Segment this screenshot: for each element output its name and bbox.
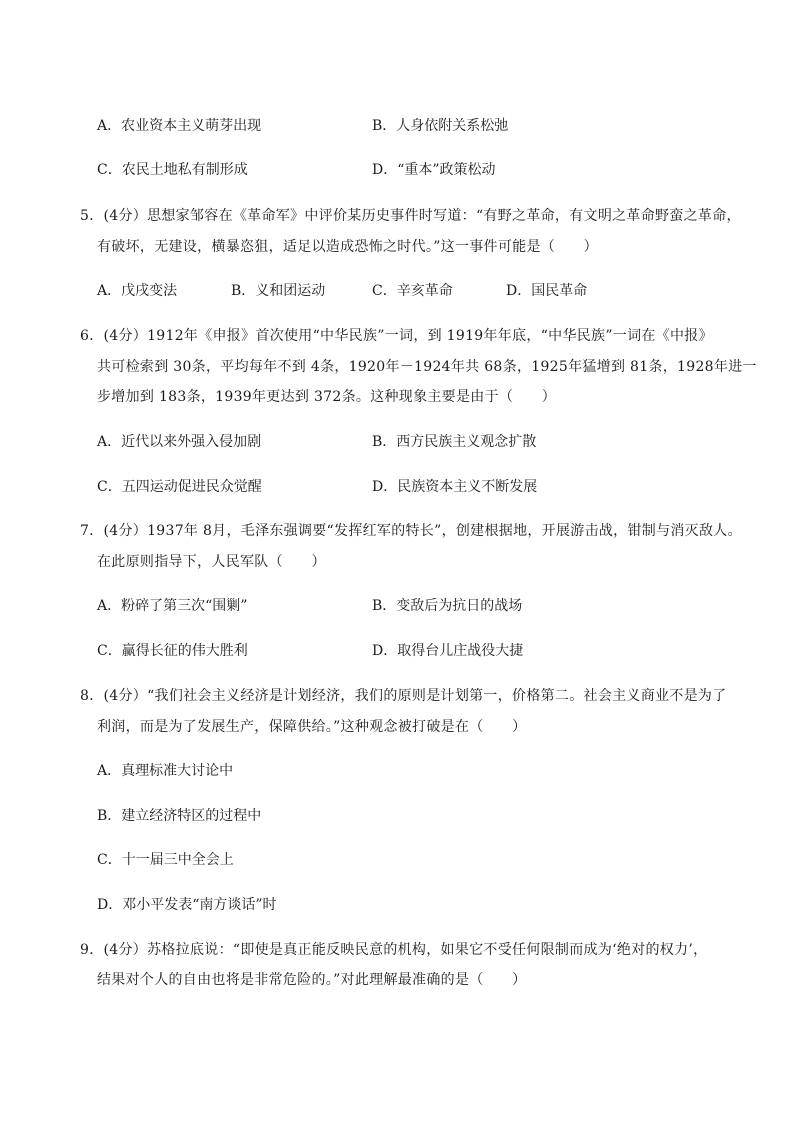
q7-option-d[interactable]: D．取得台儿庄战役大捷 — [372, 643, 524, 659]
q4-option-d[interactable]: D．“重本”政策松动 — [372, 162, 496, 178]
q9-stem-line-1: 9．(4分）苏格拉底说：“即使是真正能反映民意的机构，如果它不受任何限制而成为‘绝对的权力’， — [80, 942, 708, 958]
q6-option-d[interactable]: D．民族资本主义不断发展 — [372, 479, 538, 495]
q9-stem-line-2: 结果对个人的自由也将是非常危险的。”对此理解最准确的是（ ） — [97, 972, 527, 988]
q8-stem-line-2: 利润，而是为了发展生产，保障供给。”这种观念被打破是在（ ） — [97, 719, 527, 735]
q8-option-c[interactable]: C．十一届三中全会上 — [97, 852, 234, 868]
q5-stem-line-1: 5．(4分）思想家邹容在《革命军》中评价某历史事件时写道：“有野之革命，有文明之革命野蛮之革命， — [80, 208, 741, 224]
q7-stem-line-2: 在此原则指导下，人民军队（ ） — [97, 554, 326, 570]
q5-option-c[interactable]: C．辛亥革命 — [372, 283, 453, 299]
q6-option-a[interactable]: A．近代以来外强入侵加剧 — [97, 434, 262, 450]
q6-stem-line-1: 6．(4分）1912年《申报》首次使用“中华民族”一词，到 1919年年底，“中华民族”一词在《中报》 — [80, 328, 713, 344]
q4-option-c[interactable]: C．农民土地私有制形成 — [97, 162, 248, 178]
q4-option-a[interactable]: A．农业资本主义萌芽出现 — [97, 118, 262, 134]
q5-option-d[interactable]: D．国民革命 — [506, 283, 588, 299]
q6-option-b[interactable]: B．西方民族主义观念扩散 — [372, 434, 537, 450]
q5-stem-line-2: 有破坏，无建设，横暴恣狙，适足以造成恐怖之时代。”这一事件可能是（ ） — [97, 239, 598, 255]
q6-stem-line-2: 共可检索到 30条，平均每年不到 4条，1920年－1924年共 68条，1925年猛增到 81条，1928年进一 — [97, 359, 757, 375]
q4-option-b[interactable]: B．人身依附关系松弛 — [372, 118, 509, 134]
q7-option-a[interactable]: A．粉碎了第三次“围剿” — [97, 598, 248, 614]
q8-option-d[interactable]: D．邓小平发表“南方谈话”时 — [97, 897, 277, 913]
q8-stem-line-1: 8．(4分）“我们社会主义经济是计划经济，我们的原则是计划第一，价格第二。社会主义商业不是为了 — [80, 688, 727, 704]
q6-stem-line-3: 步增加到 183条，1939年更达到 372条。这种现象主要是由于（ ） — [97, 389, 557, 405]
q8-option-a[interactable]: A．真理标准大讨论中 — [97, 763, 234, 779]
q7-option-b[interactable]: B．变敌后为抗日的战场 — [372, 598, 523, 614]
q7-stem-line-1: 7．(4分）1937年 8月，毛泽东强调要“发挥红军的特长”，创建根据地，开展游击战，钳制与消灭敌人。 — [80, 523, 742, 539]
q5-option-a[interactable]: A．戊戌变法 — [97, 283, 178, 299]
q5-option-b[interactable]: B．义和团运动 — [231, 283, 326, 299]
q8-option-b[interactable]: B．建立经济特区的过程中 — [97, 808, 262, 824]
q7-option-c[interactable]: C．赢得长征的伟大胜利 — [97, 643, 248, 659]
q6-option-c[interactable]: C．五四运动促进民众觉醒 — [97, 479, 262, 495]
